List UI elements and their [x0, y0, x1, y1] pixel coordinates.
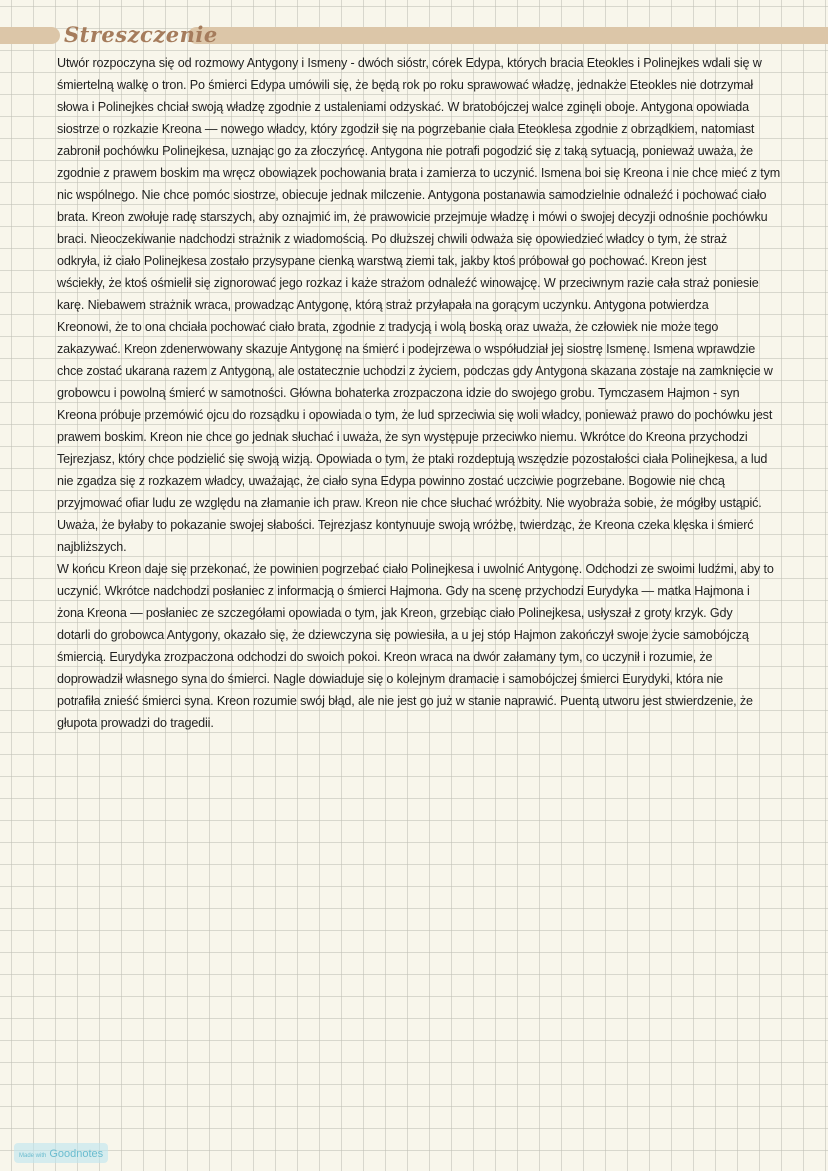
text-line: braci. Nieoczekiwanie nadchodzi strażnik z wiadomością. Po dłuższej chwili odważa się opowiedzieć władcy o tym, że straż	[57, 232, 728, 246]
text-line: zgodnie z prawem boskim ma wręcz obowiązek pochowania brata i zamierza to uczynić. Ismena boi się Kreona i nie chce mieć z tym	[57, 166, 781, 180]
text-line: przyjmować ofiar ludu ze względu na złamanie ich praw. Kreon nie chce słuchać wróżbity. Nie wyobraża sobie, że mógłby ustąpić.	[57, 496, 762, 510]
text-line: siostrze o rozkazie Kreona — nowego władcy, który zgodził się na pogrzebanie ciała Eteoklesa zgodnie z obrządkiem, natomiast	[57, 122, 755, 136]
text-line: zabronił pochówku Polinejkesa, uznając go za złoczyńcę. Antygona nie potrafi pogodzić się z taką sytuacją, ponieważ uważa, że	[57, 144, 754, 158]
text-line: uczynić. Wkrótce nadchodzi posłaniec z informacją o śmierci Hajmona. Gdy na scenę przychodzi Eurydyka — matka Hajmona i	[57, 584, 750, 598]
text-line: najbliższych.	[57, 540, 127, 554]
text-line: dotarli do grobowca Antygony, okazało się, że dziewczyna się powiesiła, a u jej stóp Hajmon zakończył swoje życie samobójczą	[57, 628, 749, 642]
text-line: głupota prowadzi do tragedii.	[57, 716, 214, 730]
header-band-right	[188, 27, 828, 44]
watermark-brand: Goodnotes	[49, 1148, 104, 1160]
goodnotes-watermark	[14, 1143, 108, 1163]
text-line: słowa i Polinejkes chciał swoją władzę zgodnie z ustaleniami odzyskać. W bratobójczej walce zginęli oboje. Antygona opowiada	[57, 100, 749, 114]
text-line: chce zostać ukarana razem z Antygoną, ale ostatecznie uchodzi z życiem, podczas gdy Antygona skazana zostaje na zamknięcie w	[57, 364, 773, 378]
text-line: zakazywać. Kreon zdenerwowany skazuje Antygonę na śmierć i podejrzewa o współudział jej siostrę Ismenę. Ismena wprawdzie	[57, 342, 756, 356]
section-title: Streszczenie	[64, 22, 218, 47]
text-line: odkryła, iż ciało Polinejkesa zostało przysypane cienką warstwą ziemi tak, jakby ktoś próbował go pochować. Kreon jest	[57, 254, 707, 268]
header-band-left	[0, 27, 60, 44]
text-line: Kreonowi, że to ona chciała pochować ciało brata, zgodnie z tradycją i wolą boską oraz uważa, że człowiek nie może tego	[57, 320, 719, 334]
text-line: nie zgadza się z rozkazem władcy, uważając, że ciało syna Edypa powinno zostać uczciwie pogrzebane. Bogowie nie chcą	[57, 474, 725, 488]
text-line: żona Kreona — posłaniec ze szczegółami opowiada o tym, jak Kreon, grzebiąc ciało Polinejkesa, usłyszał z groty krzyk. Gdy	[57, 606, 733, 620]
text-line: Uważa, że byłaby to pokazanie swojej słabości. Tejrezjasz kontynuuje swoją wróżbę, twierdząc, że Kreona czeka klęska i śmierć	[57, 518, 754, 532]
summary-text	[57, 52, 817, 734]
text-line: grobowcu i powolną śmierć w samotności. Główna bohaterka zrozpaczona idzie do swojego grobu. Tymczasem Hajmon - syn	[57, 386, 740, 400]
text-line: wściekły, że ktoś ośmielił się zignorować jego rozkaz i każe strażom odnaleźć winowajcę. W przeciwnym razie cała straż poniesie	[57, 276, 759, 290]
text-line: doprowadził własnego syna do śmierci. Nagle dowiaduje się o kolejnym dramacie i samobójczej śmierci Eurydyki, która nie	[57, 672, 724, 686]
text-line: śmiercią. Eurydyka zrozpaczona odchodzi do swoich pokoi. Kreon wraca na dwór załamany tym, co uczynił i rozumie, że	[57, 650, 713, 664]
text-line: nic wspólnego. Nie chce pomóc siostrze, obiecuje jednak milczenie. Antygona postanawia samodzielnie odnaleźć i pochować ciało	[57, 188, 767, 202]
text-line: karę. Niebawem strażnik wraca, prowadząc Antygonę, którą straż przyłapała na gorącym uczynku. Antygona potwierdza	[57, 298, 709, 312]
watermark-prefix: Made with	[19, 1153, 47, 1159]
text-line: brata. Kreon zwołuje radę starszych, aby oznajmić im, że prawowicie przejmuje władzę i mówi o swojej decyzji odnośnie pochówku	[57, 210, 768, 224]
text-line: Kreona próbuje przemówić ojcu do rozsądku i opowiada o tym, że lud sprzeciwia się woli władcy, ponieważ prawo do pochówku jest	[57, 408, 773, 422]
text-line: Tejrezjasz, który chce podzielić się swoją wizją. Opowiada o tym, że ptaki rozdeptują wszędzie pozostałości ciała Polinejkesa, a lud	[57, 452, 768, 466]
text-line: prawem boskim. Kreon nie chce go jednak słuchać i uważa, że syn występuje przeciwko niemu. Wkrótce do Kreona przychodzi	[57, 430, 748, 444]
text-line: Utwór rozpoczyna się od rozmowy Antygony i Ismeny - dwóch sióstr, córek Edypa, których bracia Eteokles i Polinejkes wdali się w	[57, 56, 762, 70]
text-line: potrafiła znieść śmierci syna. Kreon rozumie swój błąd, ale nie jest go już w stanie naprawić. Puentą utworu jest stwierdzenie, że	[57, 694, 753, 708]
text-line: W końcu Kreon daje się przekonać, że powinien pogrzebać ciało Polinejkesa i uwolnić Antygonę. Odchodzi ze swoimi ludźmi, aby to	[57, 562, 774, 576]
text-line: śmiertelną walkę o tron. Po śmierci Edypa umówili się, że będą rok po roku sprawować władzę, jednakże Eteokles nie dotrzymał	[57, 78, 754, 92]
